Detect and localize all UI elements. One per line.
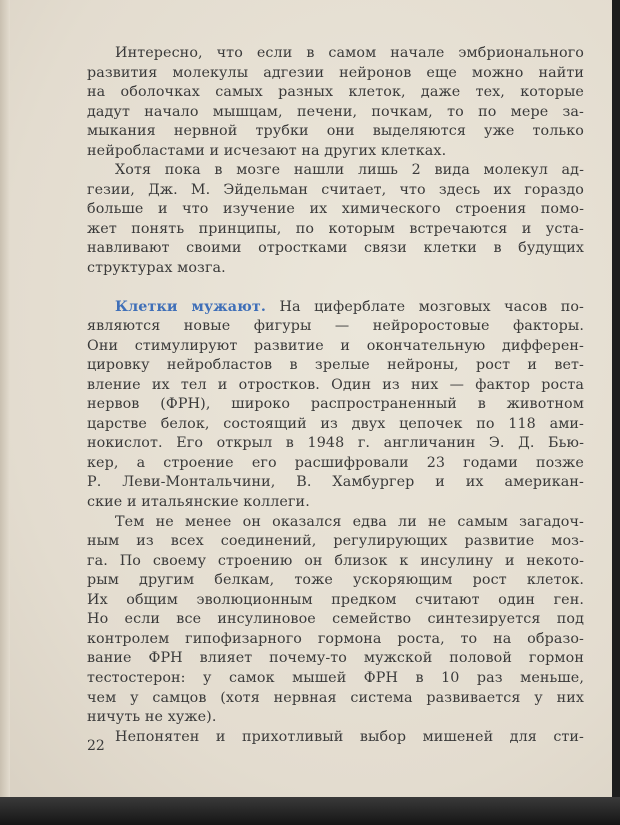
text-line: га. По своему строению он близок к инсулину и некото- xyxy=(87,552,584,569)
text-line: Их общим эволюционным предком считают один ген. xyxy=(87,591,584,608)
text-line: жет понять принципы, по которым встречаются и уста- xyxy=(87,220,584,237)
text-line: вление их тел и отростков. Один из них — фактор роста xyxy=(87,376,584,393)
text-line: Р. Леви-Монтальчини, В. Хамбургер и их американ- xyxy=(87,474,584,491)
text-line: структурах мозга. xyxy=(87,260,226,277)
text-line: мыкания нервной трубки они выделяются уже только xyxy=(87,123,584,140)
text-line: тестостерон: у самок мышей ФРН в 10 раз меньше, xyxy=(87,669,584,686)
text-line: ным из всех соединений, регулирующих развитие моз- xyxy=(87,533,584,550)
text-line: гезии, Дж. М. Эйдельман считает, что здесь их гораздо xyxy=(87,181,584,198)
text-line: ские и итальянские коллеги. xyxy=(87,494,310,511)
text-line: являются новые фигуры — нейроростовые факторы. xyxy=(87,318,584,335)
page-body-text xyxy=(87,44,584,747)
text-line: контролем гипофизарного гормона роста, то на образо- xyxy=(87,630,584,647)
text-line: нервов (ФРН), широко распространенный в животном xyxy=(87,396,584,413)
text-line: царстве белок, состоящий из двух цепочек по 118 ами- xyxy=(87,415,584,432)
text-line: развития молекулы адгезии нейронов еще можно найти xyxy=(87,64,584,81)
section-heading: Клетки мужают. xyxy=(115,298,266,315)
text-line: кер, а строение его расшифровали 23 годами позже xyxy=(87,454,584,471)
text-line: цировку нейробластов в зрелые нейроны, рост и вет- xyxy=(87,357,584,374)
text-line: вание ФРН влияет почему-то мужской половой гормон xyxy=(87,650,584,667)
text-line: ничуть не хуже). xyxy=(87,709,217,726)
page-number: 22 xyxy=(87,738,105,754)
text-line: Они стимулируют развитие и окончательную дифферен- xyxy=(87,337,584,354)
text-line: нейробластами и исчезают на других клетках. xyxy=(87,142,447,159)
text-line: на оболочках самых разных клеток, даже тех, которые xyxy=(87,84,584,101)
section-first-line xyxy=(87,298,584,318)
section-gap xyxy=(87,279,584,298)
page-binding-edge xyxy=(0,0,10,797)
section-first-line-text: На циферблате мозговых часов по- xyxy=(279,298,584,315)
text-line: нокислот. Его открыл в 1948 г. англичанин Э. Д. Бью- xyxy=(87,435,584,452)
text-line: рым другим белкам, тоже ускоряющим рост клеток. xyxy=(87,572,584,589)
text-line: чем у самцов (хотя нервная система развивается у них xyxy=(87,689,584,706)
text-line: Хотя пока в мозге нашли лишь 2 вида молекул ад- xyxy=(115,162,584,179)
text-line: Тем не менее он оказался едва ли не самым загадоч- xyxy=(115,513,584,530)
text-line: Но если все инсулиновое семейство синтезируется под xyxy=(87,611,584,628)
scan-background xyxy=(0,797,620,825)
text-line: дадут начало мышцам, печени, почкам, то по мере за- xyxy=(87,103,584,120)
text-line: Непонятен и прихотливый выбор мишеней для сти- xyxy=(115,728,584,745)
text-line: Интересно, что если в самом начале эмбрионального xyxy=(115,45,584,61)
text-line: больше и что изучение их химического строения помо- xyxy=(87,201,584,218)
text-line: навливают своими отростками связи клетки в будущих xyxy=(87,240,584,257)
